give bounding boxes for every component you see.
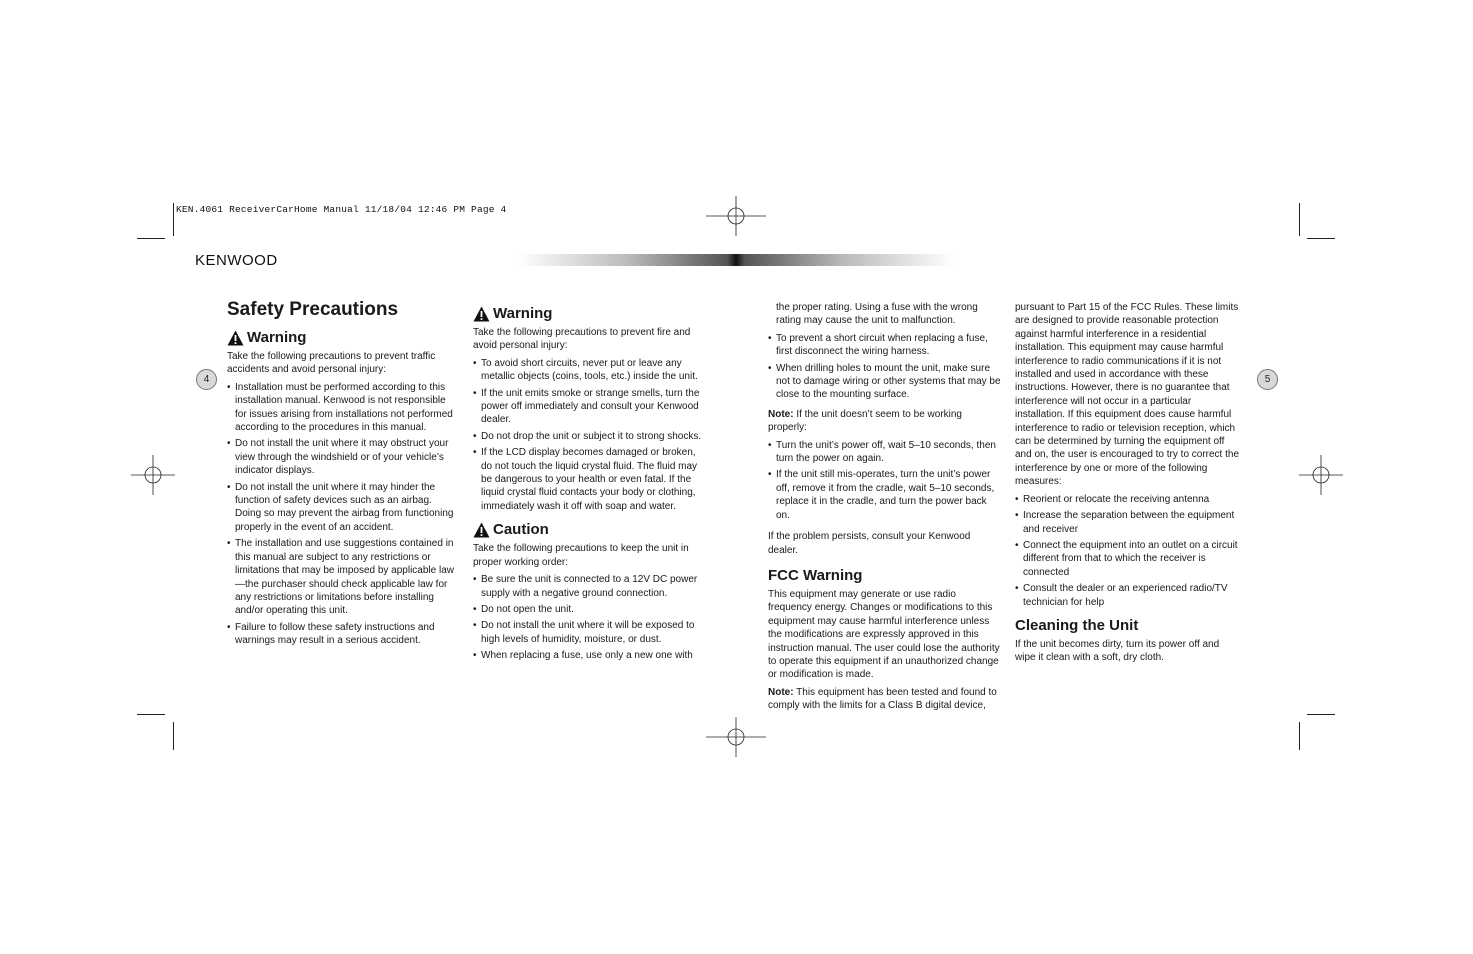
warning-heading-text: Warning [247,329,307,346]
list-item: • Be sure the unit is connected to a 12V DC power supply with a negative ground connection. [473,573,707,600]
section-heading-fcc: FCC Warning [768,566,863,584]
list-item: • The installation and use suggestions contained in this manual are subject to any restrictions or limitations that may be imposed by applicable law—the purchaser should check applicable law for any restrictions or limitations before installing and/or operating this unit. [227,537,459,617]
list-item: • If the unit emits smoke or strange smells, turn the power off immediately and consult your Kenwood dealer. [473,387,707,427]
list-item: • Do not open the unit. [473,603,707,616]
note-text: If the unit doesn’t seem to be working properly: [768,408,962,434]
kenwood-logo: KENWOOD [195,252,278,269]
section-heading-warning [473,305,707,323]
column-safety-precautions [227,299,459,654]
list-item: • Do not install the unit where it may obstruct your view through the windshield or of your vehicle’s indicator displays. [227,437,459,477]
list-item: • If the unit still mis-operates, turn the unit’s power off, remove it from the cradle, wait 5–10 seconds, replace it in the cradle, and turn the power back on. [768,468,1002,522]
caution-list [473,573,707,662]
note-paragraph [768,408,1002,435]
caution-intro: Take the following precautions to keep the unit in proper working order: [473,543,689,568]
list-item: • When replacing a fuse, use only a new one with [473,649,707,662]
list-item: • Turn the unit’s power off, wait 5–10 seconds, then turn the power on again. [768,439,1002,466]
note2-paragraph [768,686,1002,713]
measures-list [1015,493,1241,609]
registration-mark-icon [1291,455,1351,495]
section-heading-caution [473,521,707,539]
page-title: Safety Precautions [227,299,399,320]
warning-triangle-icon [473,522,490,538]
list-item: • To avoid short circuits, never put or leave any metallic objects (coins, tools, etc.) inside the unit. [473,357,707,384]
list-item: • Installation must be performed according to this installation manual. Kenwood is not responsible for issues arising from installations not performed according to the procedures in this manual. [227,381,459,435]
warning-list [227,381,459,648]
crop-mark [173,722,174,750]
note-label: Note: [768,408,794,420]
warning-intro: Take the following precautions to prevent traffic accidents and avoid personal injury: [227,351,436,376]
fcc-paragraph: This equipment may generate or use radio frequency energy. Changes or modifications to this equipment may cause harmful interference unless the modifications are expressly approved in this instruction manual. The user could lose the authority to operate this equipment if an unauthorized change or modification is made. [768,588,1000,681]
list-item: • Increase the separation between the equipment and receiver [1015,509,1241,536]
warning-intro: Take the following precautions to prevent fire and avoid personal injury: [473,327,691,352]
crop-mark [137,238,165,239]
list-item: • Failure to follow these safety instructions and warnings may result in a serious accident. [227,621,459,648]
page-number-right: 5 [1257,369,1278,390]
registration-mark-icon [123,455,183,495]
print-slug: KEN.4061 ReceiverCarHome Manual 11/18/04 12:46 PM Page 4 [176,204,507,215]
continued-paragraph: pursuant to Part 15 of the FCC Rules. These limits are designed to provide reasonable protection against harmful interference in a residential installation. This equipment may cause harmful interference to radio communications if it is not installed and used in accordance with these instructions. However, there is no guarantee that interference will not occur in a particular installation. If this equipment does cause harmful interference to radio or television reception, which can be determined by turning the equipment off and on, the user is encouraged to try to correct the interference by one or more of the following measures: [1015,302,1240,488]
list-item: • Do not install the unit where it may hinder the function of safety devices such as an airbag. Doing so may prevent the airbag from functioning properly in the event of an accident. [227,481,459,535]
column-fire-caution [473,305,707,669]
crop-mark [137,714,165,715]
note-text: This equipment has been tested and found to comply with the limits for a Class B digital device, [768,686,997,712]
cleaning-paragraph: If the unit becomes dirty, turn its power off and wipe it clean with a soft, dry cloth. [1015,638,1220,664]
list-item: • Do not install the unit where it will be exposed to high levels of humidity, moisture, or dust. [473,619,707,646]
continued-paragraph: the proper rating. Using a fuse with the wrong rating may cause the unit to malfunction. [776,302,978,327]
warning-list [473,357,707,513]
list-item: • To prevent a short circuit when replacing a fuse, first disconnect the wiring harness. [768,332,1002,359]
warning-triangle-icon [473,306,490,322]
column-fcc-cleaning [1015,301,1241,669]
warning-triangle-icon [227,330,244,346]
list-item: • Do not drop the unit or subject it to strong shocks. [473,430,707,443]
registration-mark-icon [706,717,766,757]
header-gradient-bar [518,254,954,266]
list-item: • Consult the dealer or an experienced radio/TV technician for help [1015,582,1241,609]
section-heading-warning [227,329,459,347]
fuse-list [768,332,1002,402]
crop-mark [1307,238,1335,239]
section-heading-cleaning: Cleaning the Unit [1015,616,1139,634]
troubleshoot-list [768,439,1002,522]
warning-heading-text: Warning [493,305,553,322]
list-item: • Connect the equipment into an outlet on a circuit different from that to which the receiver is connected [1015,539,1241,579]
crop-mark [1299,722,1300,750]
crop-mark [1299,203,1300,236]
problem-paragraph: If the problem persists, consult your Kenwood dealer. [768,531,971,556]
list-item: • Reorient or relocate the receiving antenna [1015,493,1241,506]
column-fuse-fcc [768,301,1002,717]
caution-heading-text: Caution [493,521,549,539]
list-item: • When drilling holes to mount the unit, make sure not to damage wiring or other systems that may be close to the mounting surface. [768,362,1002,402]
note-label: Note: [768,686,794,698]
crop-mark [1307,714,1335,715]
list-item: • If the LCD display becomes damaged or broken, do not touch the liquid crystal fluid. The fluid may be dangerous to your health or even fatal. If the liquid crystal fluid contacts your body or clothing, immediately wash it off with soap and water. [473,446,707,513]
crop-mark [173,203,174,236]
registration-mark-icon [706,196,766,236]
page-number-left: 4 [196,369,217,390]
